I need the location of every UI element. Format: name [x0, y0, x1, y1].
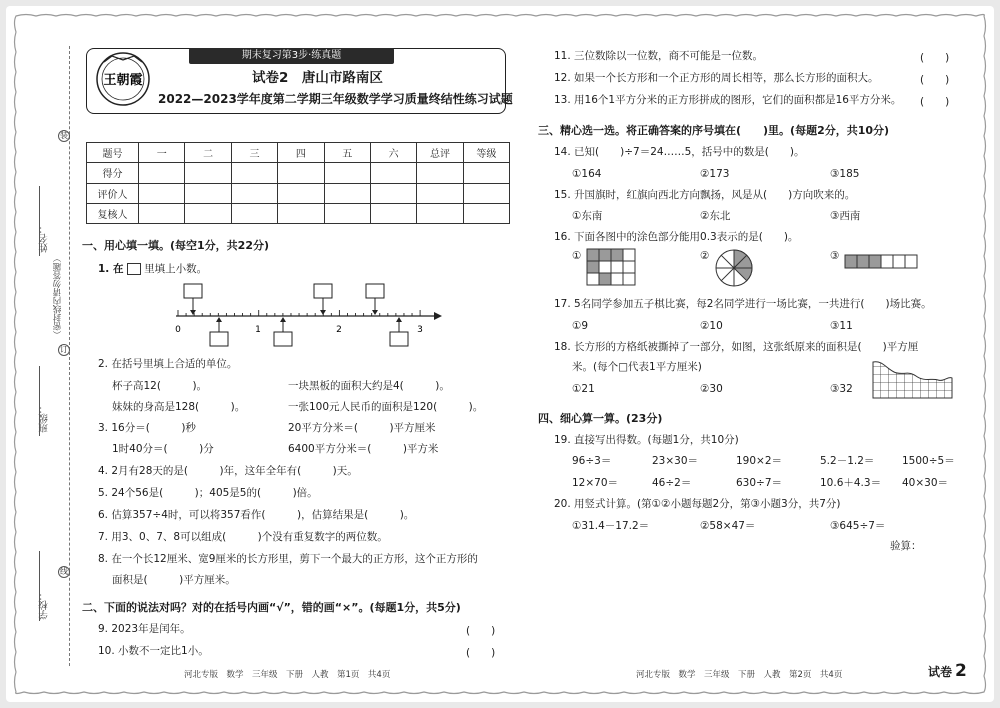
- reviewer-row: 复核人: [87, 203, 510, 223]
- question-20: 20. 用竖式计算。(第①②小题每题2分，第③小题3分，共7分): [554, 498, 841, 510]
- evaluator-row: 评价人: [87, 183, 510, 203]
- calc-19-6[interactable]: 12×70＝: [572, 477, 619, 489]
- option-14-1[interactable]: ①164: [572, 168, 602, 180]
- number-line: [166, 276, 446, 348]
- option-17-1[interactable]: ①9: [572, 320, 589, 332]
- calc-20-2[interactable]: ②58×47＝: [700, 520, 756, 532]
- question-6: 6. 估算357÷4时，可以将357看作( )，估算结果是( )。: [98, 509, 415, 521]
- number-line-box[interactable]: [314, 284, 332, 298]
- question-14: 14. 已知( )÷7＝24……5，括号中的数是( )。: [554, 146, 805, 158]
- question-3b: 20平方分米＝( )平方厘米: [288, 422, 436, 434]
- seal-mark-3: 线: [60, 567, 68, 576]
- seal-mark-1: 装: [60, 131, 68, 140]
- answer-paren-9[interactable]: ( ): [466, 625, 496, 637]
- score-table: [86, 142, 510, 224]
- question-3a: 3. 16分＝( )秒: [98, 422, 196, 434]
- option-17-2[interactable]: ②10: [700, 320, 723, 332]
- calc-19-4[interactable]: 5.2－1.2＝: [820, 455, 875, 467]
- option-15-1[interactable]: ①东南: [572, 210, 603, 222]
- question-3d: 6400平方分米＝( )平方米: [288, 443, 439, 455]
- score-header-cell: 总评: [417, 143, 463, 163]
- number-line-box[interactable]: [184, 284, 202, 298]
- score-header-cell: 题号: [87, 143, 139, 163]
- option-17-3[interactable]: ③11: [830, 320, 853, 332]
- exam-sheet: [6, 6, 994, 702]
- question-2b: 一块黑板的面积大约是4( )。: [288, 380, 450, 392]
- footer-page-1: 河北专版 数学 三年级 下册 人教 第1页 共4页: [184, 670, 391, 680]
- question-16: 16. 下面各图中的涂色部分能用0.3表示的是( )。: [554, 231, 799, 243]
- calc-20-3[interactable]: ③645÷7＝: [830, 520, 886, 532]
- option-18-2[interactable]: ②30: [700, 383, 723, 395]
- option-18-1[interactable]: ①21: [572, 383, 595, 395]
- score-header-cell: 一: [139, 143, 185, 163]
- option-16-2[interactable]: ②: [700, 250, 710, 262]
- question-5: 5. 24个56是( )；405是5的( )倍。: [98, 487, 318, 499]
- tick-label-1: 1: [255, 325, 261, 335]
- option-16-1[interactable]: ①: [572, 250, 582, 262]
- score-row: 得分: [87, 163, 510, 183]
- option-14-2[interactable]: ②173: [700, 168, 730, 180]
- answer-paren-13[interactable]: ( ): [920, 96, 950, 108]
- class-label: 班级：: [39, 404, 50, 433]
- answer-paren-11[interactable]: ( ): [920, 52, 950, 64]
- question-17: 17. 5名同学参加五子棋比赛，每2名同学进行一场比赛，一共进行( )场比赛。: [554, 298, 932, 310]
- score-header-cell: 二: [185, 143, 231, 163]
- calc-19-5[interactable]: 1500÷5＝: [902, 455, 955, 467]
- pie-figure-2: [714, 248, 754, 288]
- brand-logo: [94, 50, 152, 108]
- paper-badge: 试卷 2: [928, 661, 967, 681]
- number-line-box[interactable]: [366, 284, 384, 298]
- question-2d: 一张100元人民币的面积是120( )。: [288, 401, 484, 413]
- calc-19-9[interactable]: 10.6＋4.3＝: [820, 477, 882, 489]
- option-15-2[interactable]: ②东北: [700, 210, 731, 222]
- tick-label-3: 3: [417, 325, 423, 335]
- option-18-3[interactable]: ③32: [830, 383, 853, 395]
- question-19: 19. 直接写出得数。(每题1分，共10分): [554, 434, 739, 446]
- header-banner: 期末复习第3步·练真题: [189, 48, 394, 64]
- question-2a: 杯子高12( )。: [112, 380, 208, 392]
- question-3c: 1时40分＝( )分: [112, 443, 214, 455]
- section-4-title: 四、细心算一算。(23分): [538, 412, 663, 425]
- school-label: 学校：: [39, 591, 50, 620]
- calc-19-3[interactable]: 190×2＝: [736, 455, 783, 467]
- score-header-cell: 等级: [463, 143, 509, 163]
- number-line-box[interactable]: [274, 332, 292, 346]
- answer-paren-10[interactable]: ( ): [466, 647, 496, 659]
- score-header-cell: 四: [278, 143, 324, 163]
- answer-paren-12[interactable]: ( ): [920, 74, 950, 86]
- calc-19-7[interactable]: 46÷2＝: [652, 477, 692, 489]
- strip-figure-3: [844, 254, 918, 270]
- calc-19-2[interactable]: 23×30＝: [652, 455, 699, 467]
- question-12: 12. 如果一个长方形和一个正方形的周长相等，那么长方形的面积大。: [554, 72, 879, 84]
- question-18-line2: 米。(每个□代表1平方厘米): [572, 361, 702, 373]
- option-14-3[interactable]: ③185: [830, 168, 860, 180]
- seal-mark-2: 订: [60, 345, 68, 354]
- score-header-cell: 六: [370, 143, 416, 163]
- question-8-line2: 面积是( )平方厘米。: [112, 574, 236, 586]
- question-8: 8. 在一个长12厘米、宽9厘米的长方形里，剪下一个最大的正方形，这个正方形的: [98, 553, 478, 565]
- tick-label-0: 0: [175, 325, 181, 335]
- number-line-box[interactable]: [210, 332, 228, 346]
- section-1-title: 一、用心填一填。(每空1分，共22分): [82, 239, 270, 252]
- check-label: 验算：: [890, 540, 922, 552]
- question-7: 7. 用3、0、7、8可以组成( )个没有重复数字的两位数。: [98, 531, 388, 543]
- score-header-cell: 五: [324, 143, 370, 163]
- score-header-cell: 三: [231, 143, 277, 163]
- name-label: 姓名：: [39, 224, 50, 253]
- question-4: 4. 2月有28天的是( )年，这年全年有( )天。: [98, 465, 358, 477]
- calc-19-10[interactable]: 40×30＝: [902, 477, 949, 489]
- question-18: 18. 长方形的方格纸被撕掉了一部分，如图，这张纸原来的面积是( )平方厘: [554, 341, 919, 353]
- logo-text: 王朝霞: [103, 73, 143, 88]
- question-2c: 妹妹的身高是128( )。: [112, 401, 246, 413]
- option-15-3[interactable]: ③西南: [830, 210, 861, 222]
- question-15: 15. 升国旗时，红旗向西北方向飘扬，风是从( )方向吹来的。: [554, 189, 856, 201]
- exam-subtitle: 2022—2023学年度第二学期三年级数学学习质量终结性练习试题: [158, 92, 513, 106]
- seal-hint: （密封线内请勿答题）: [53, 254, 63, 339]
- section-3-title: 三、精心选一选。将正确答案的序号填在( )里。(每题2分，共10分): [538, 124, 890, 137]
- question-1: 1. 在 里填上小数。: [98, 263, 208, 275]
- question-9: 9. 2023年是闰年。: [98, 623, 191, 635]
- torn-grid-figure: [872, 358, 954, 400]
- calc-19-1[interactable]: 96÷3＝: [572, 455, 612, 467]
- number-line-box[interactable]: [390, 332, 408, 346]
- section-2-title: 二、下面的说法对吗？对的在括号内画“√”，错的画“×”。(每题1分，共5分): [82, 601, 461, 614]
- answer-box-sample: [127, 263, 141, 275]
- tick-label-2: 2: [336, 325, 342, 335]
- exam-title: 试卷2 唐山市路南区: [252, 70, 383, 86]
- footer-page-2: 河北专版 数学 三年级 下册 人教 第2页 共4页: [636, 670, 843, 680]
- grid-figure-1: [586, 248, 636, 288]
- calc-19-8[interactable]: 630÷7＝: [736, 477, 783, 489]
- question-13: 13. 用16个1平方分米的正方形拼成的图形，它们的面积都是16平方分米。: [554, 94, 902, 106]
- calc-20-1[interactable]: ①31.4－17.2＝: [572, 520, 650, 532]
- question-2: 2. 在括号里填上合适的单位。: [98, 358, 238, 370]
- question-11: 11. 三位数除以一位数，商不可能是一位数。: [554, 50, 764, 62]
- question-10: 10. 小数不一定比1小。: [98, 645, 209, 657]
- score-table-header-row: [87, 143, 510, 163]
- option-16-3[interactable]: ③: [830, 250, 840, 262]
